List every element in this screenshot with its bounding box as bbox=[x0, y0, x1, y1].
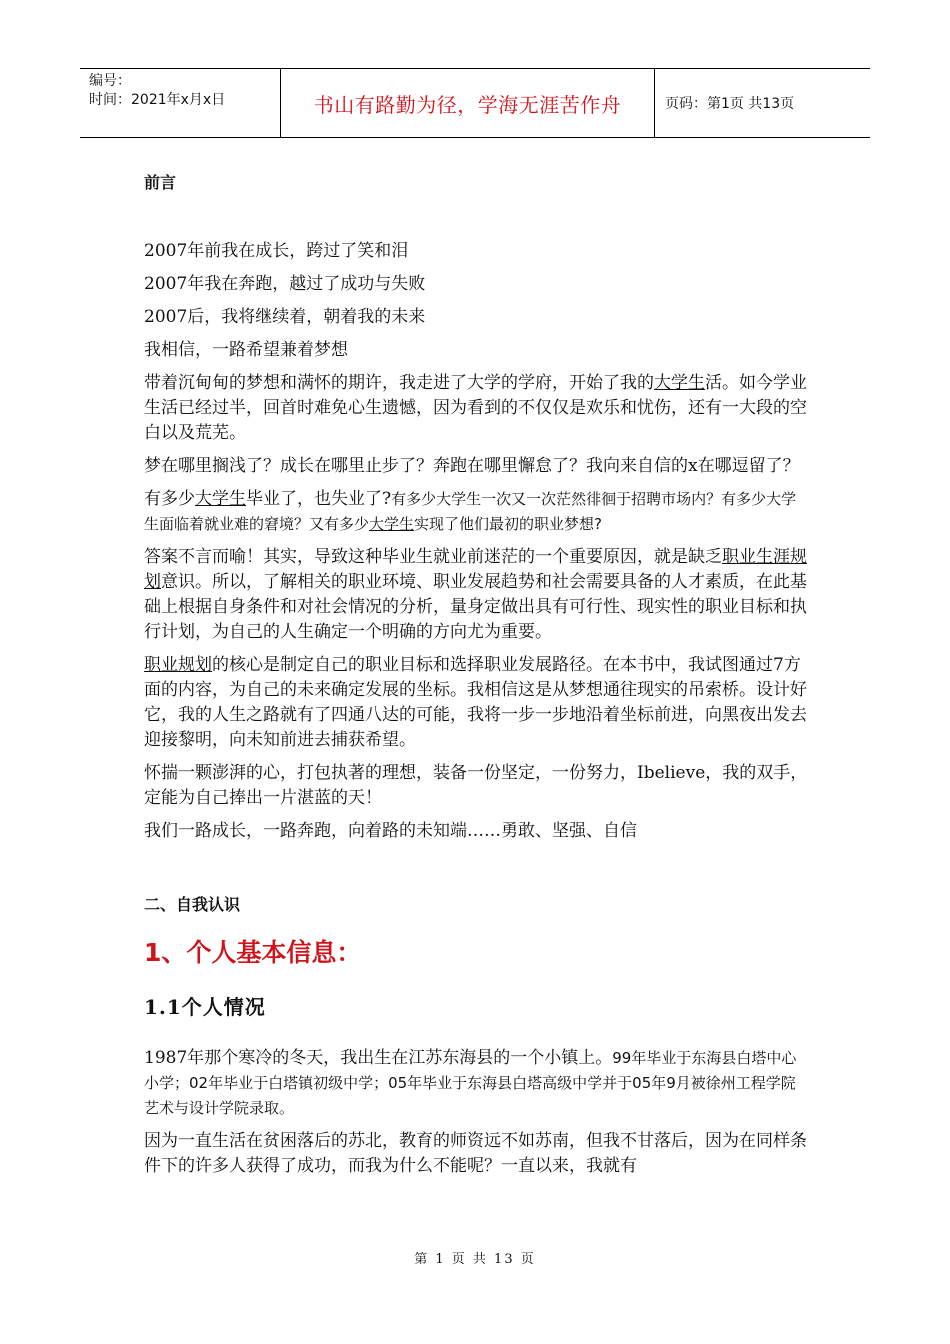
poem-line-2: 2007年我在奔跑，越过了成功与失败 bbox=[144, 274, 426, 294]
header-meta bbox=[80, 69, 281, 137]
poem-line-4: 我相信，一路希望兼着梦想 bbox=[144, 340, 348, 360]
poem-line-3: 2007后，我将继续着，朝着我的未来 bbox=[144, 307, 426, 327]
link-college-student-1[interactable]: 大学生 bbox=[195, 489, 246, 509]
preface-paragraph-4: 答案不言而喻！其实，导致这种毕业生就业前迷茫的一个重要原因，就是缺乏职业生涯规划意识。所以，了解相关的职业环境、职业发展趋势和社会需要具备的人才素质，在此基础上根据自身条件和对社会情况的分析，量身定做出具有可行性、现实性的职业目标和执行计划，为自己的人生确定一个明确的方向尤为重要。 bbox=[144, 547, 807, 642]
section-2-title: 二、自我认识 bbox=[144, 895, 241, 914]
document-header bbox=[80, 68, 870, 138]
document-body bbox=[144, 162, 808, 1179]
poem-line-1: 2007年前我在成长，跨过了笑和泪 bbox=[144, 241, 409, 261]
header-page-label: 页码：第1页 共13页 bbox=[665, 96, 795, 112]
header-motto: 书山有路勤为径，学海无涯苦作舟 bbox=[281, 69, 655, 137]
preface-paragraph-6: 怀揣一颗澎湃的心，打包执著的理想，装备一份坚定，一份努力，Ibelieve，我的双手，定能为自己捧出一片湛蓝的天！ bbox=[144, 763, 808, 808]
preface-paragraph-2: 梦在哪里搁浅了？成长在哪里止步了？奔跑在哪里懈怠了？我向来自信的x在哪逗留了？ bbox=[144, 456, 800, 476]
link-career-plan[interactable]: 职业规划 bbox=[144, 655, 212, 675]
preface-paragraph-5: 职业规划的核心是制定自己的职业目标和选择职业发展路径。在本书中，我试图通过7方面的内容，为自己的未来确定发展的坐标。我相信这是从梦想通往现实的吊索桥。设计好它，我的人生之路就有了四通八达的可能，我将一步一步地沿着坐标前进，向黑夜出发去迎接黎明，向未知前进去捕获希望。 bbox=[144, 655, 807, 750]
number-label: 编号： bbox=[89, 73, 131, 89]
personal-paragraph-2: 因为一直生活在贫困落后的苏北，教育的师资远不如苏南，但我不甘落后，因为在同样条件下的许多人获得了成功，而我为什么不能呢？一直以来，我就有 bbox=[144, 1131, 807, 1176]
link-college-life[interactable]: 大学生 bbox=[654, 373, 705, 393]
preface-paragraph-7: 我们一路成长，一路奔跑，向着路的未知端……勇敢、坚强、自信 bbox=[144, 821, 637, 841]
link-career-planning[interactable]: 职业生涯规划 bbox=[144, 547, 807, 592]
link-college-student-2[interactable]: 大学生 bbox=[369, 515, 415, 533]
personal-paragraph-1: 1987年那个寒冷的冬天，我出生在江苏东海县的一个小镇上。99年毕业于东海县白塔中心小学；02年毕业于白塔镇初级中学；05年毕业于东海县白塔高级中学并于05年9月被徐州工程学院艺术与设计学院录取。 bbox=[144, 1048, 797, 1117]
section-1-heading: 1、个人基本信息： bbox=[144, 938, 362, 967]
preface-title: 前言 bbox=[144, 173, 177, 192]
preface-paragraph-3: 有多少大学生毕业了，也失业了?有多少大学生一次又一次茫然徘徊于招聘市场内？有多少大学生面临着就业难的窘境？又有多少大学生实现了他们最初的职业梦想? bbox=[144, 489, 797, 533]
date-label: 时间：2021年x月x日 bbox=[89, 92, 226, 108]
preface-paragraph-1: 带着沉甸甸的梦想和满怀的期许，我走进了大学的学府，开始了我的大学生活。如今学业生活已经过半，回首时难免心生遗憾，因为看到的不仅仅是欢乐和忧伤，还有一大段的空白以及荒芜。 bbox=[144, 373, 807, 443]
page-footer: 第 1 页 共 13 页 bbox=[414, 1252, 536, 1267]
subsection-1-1-heading: 1.1个人情况 bbox=[144, 995, 266, 1019]
